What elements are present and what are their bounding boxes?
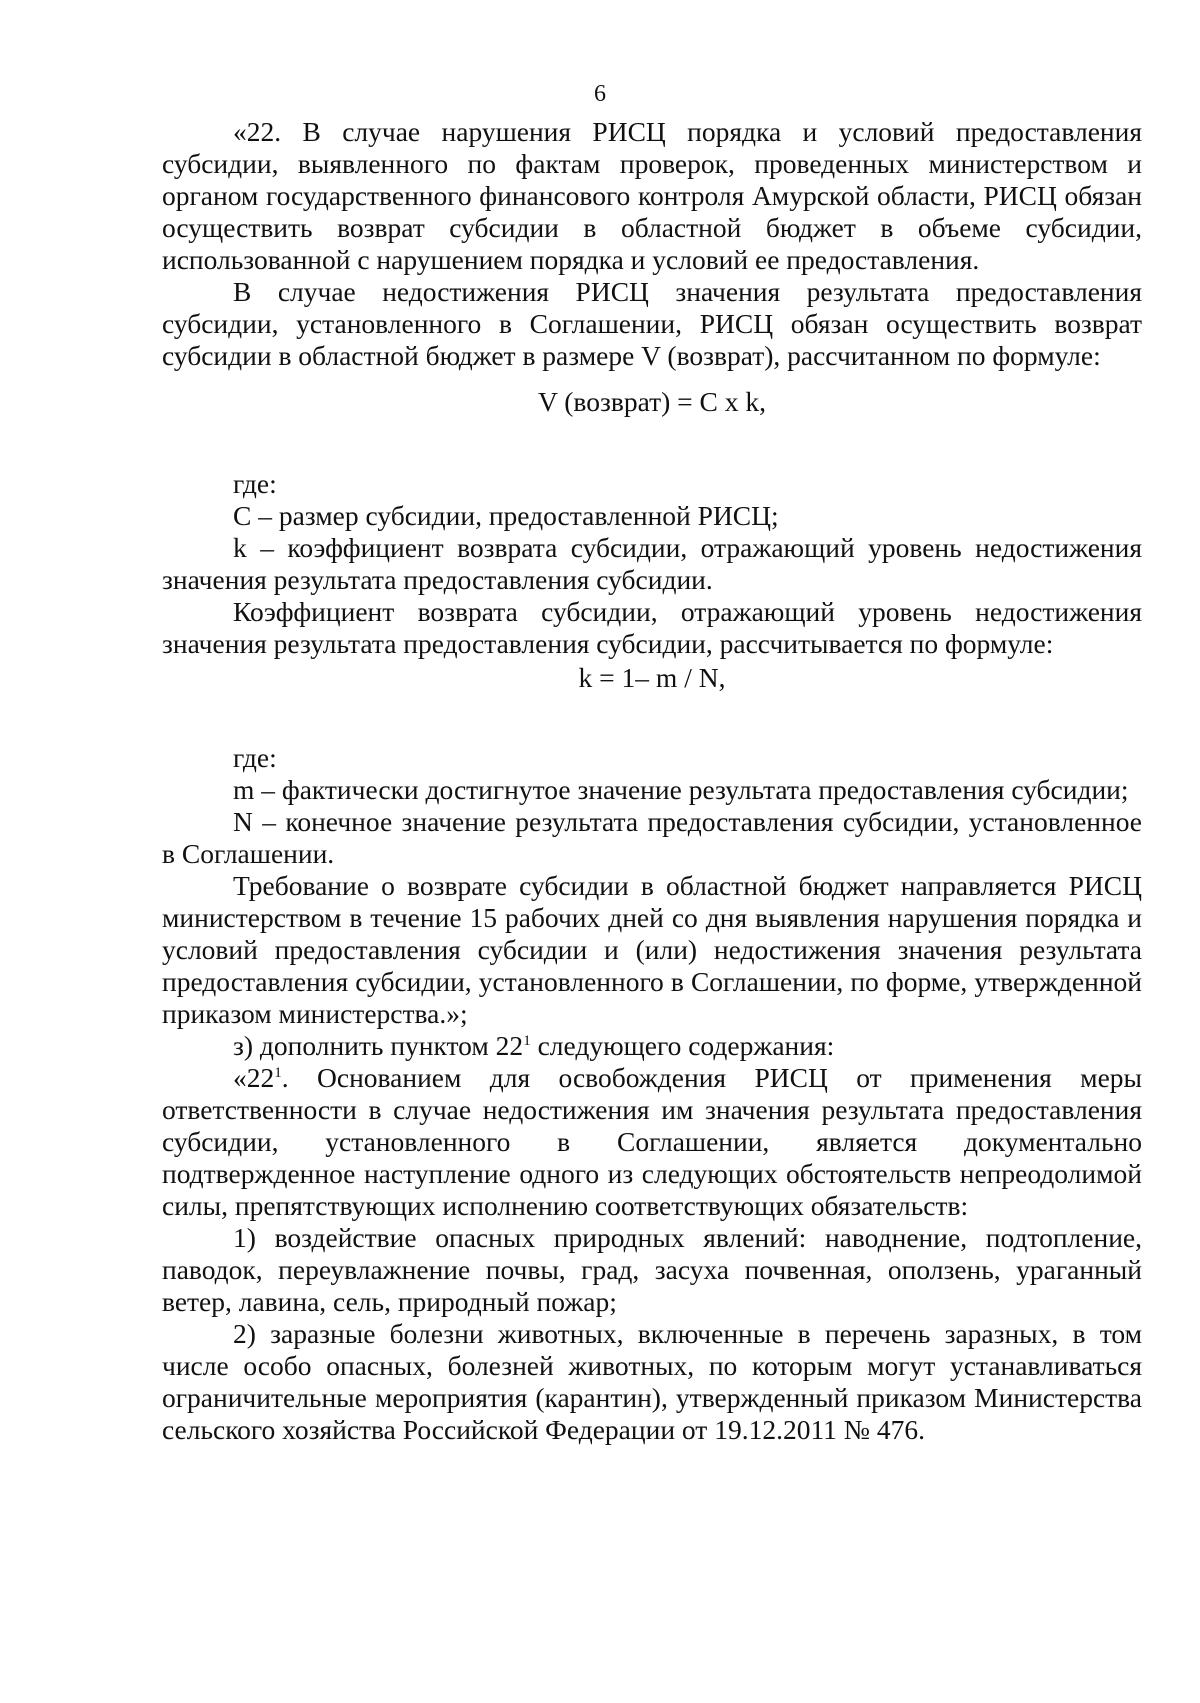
body-text [162, 116, 1142, 372]
paragraph-non-achievement: В случае недостижения РИСЦ значения результата предоставления субсидии, установленного в Соглашении, РИСЦ обязан осуществить возврат субсидии в областной бюджет в размере V (возврат), рассчитанном по формуле: [162, 276, 1142, 371]
amendment-text-end: следующего содержания: [530, 1030, 835, 1061]
paragraph-22-1 [162, 1062, 1142, 1222]
definition-n: N – конечное значение результата предоставления субсидии, установленное в Соглашении. [162, 806, 1142, 869]
definition-m: m – фактически достигнутое значение результата предоставления субсидии; [233, 774, 1129, 805]
paragraph-22: «22. В случае нарушения РИСЦ порядка и условий предоставления субсидии, выявленного по фактам проверок, проведенных министерством и органом государственного финансового контроля Амурской области, РИСЦ обязан осуществить возврат субсидии в областной бюджет в объеме субсидии, использованной с нарушением порядка и условий ее предоставления. [162, 116, 1142, 275]
page-number: 6 [594, 81, 606, 107]
list-item-1: 1) воздействие опасных природных явлений: наводнение, подтопление, паводок, переувлажнение почвы, град, засуха почвенная, оползень, ураганный ветер, лавина, сель, природный пожар; [162, 1222, 1142, 1317]
formula-block-2 [162, 662, 1142, 694]
formula-refund: V (возврат) = C x k, [538, 386, 766, 417]
where-label-2: где: [233, 742, 277, 773]
definitions-block-1 [162, 468, 1142, 660]
formula-block-1 [162, 386, 1142, 418]
amendment-text-start: з) дополнить пунктом 22 [233, 1030, 524, 1061]
definition-k: k – коэффициент возврата субсидии, отражающий уровень недостижения значения результата предоставления субсидии. [162, 532, 1142, 595]
definitions-block-2 [162, 742, 1142, 1446]
list-item-2: 2) заразные болезни животных, включенные в перечень заразных, в том числе особо опасных, болезней животных, по которым могут устанавливаться ограничительные мероприятия (карантин), утвержденный приказом Министерства сельского хозяйства Российской Федерации от 19.12.2011 № 476. [162, 1318, 1142, 1445]
paragraph-22-1-superscript: 1 [274, 1064, 282, 1081]
paragraph-coefficient: Коэффициент возврата субсидии, отражающий уровень недостижения значения результата предоставления субсидии, рассчитывается по формуле: [162, 596, 1142, 659]
paragraph-amendment [162, 1030, 1142, 1062]
amendment-superscript: 1 [523, 1032, 531, 1049]
paragraph-requirement: Требование о возврате субсидии в областной бюджет направляется РИСЦ министерством в течение 15 рабочих дней со дня выявления нарушения порядка и условий предоставления субсидии и (или) недостижения значения результата предоставления субсидии, установленного в Соглашении, по форме, утвержденной приказом министерства.»; [162, 870, 1142, 1029]
definition-c: С – размер субсидии, предоставленной РИСЦ; [233, 500, 779, 531]
paragraph-22-1-start: «22 [233, 1062, 275, 1093]
where-label-1: где: [233, 468, 277, 499]
paragraph-22-1-end: . Основанием для освобождения РИСЦ от применения меры ответственности в случае недостижения им значения результата предоставления субсидии, установленного в Соглашении, является документально подтвержденное наступление одного из следующих обстоятельств непреодолимой силы, препятствующих исполнению соответствующих обязательств: [162, 1062, 1142, 1221]
formula-coefficient: k = 1– m / N, [578, 662, 726, 693]
